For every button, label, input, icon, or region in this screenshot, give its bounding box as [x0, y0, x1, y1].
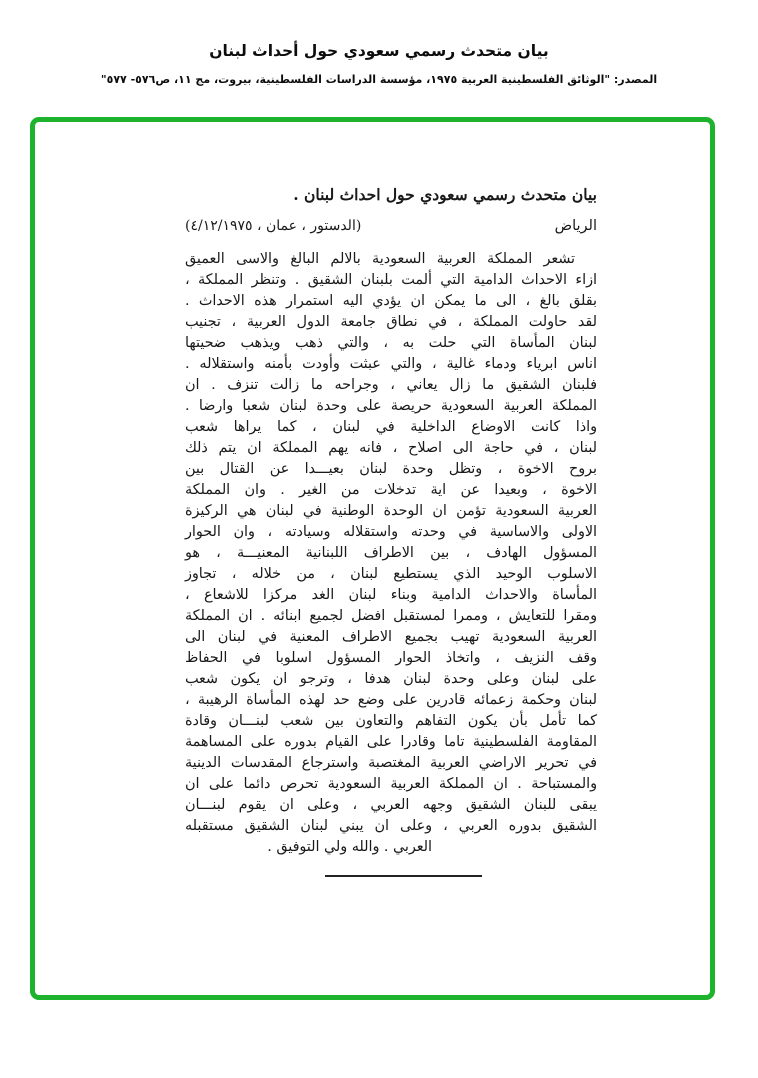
closing-rule — [325, 875, 482, 877]
body-line: ازاء الاحداث الدامية التي ألمت بلبنان الشقيق . وتنظر المملكة ، — [185, 272, 597, 288]
body-line: العربية السعودية تؤمن ان الوحدة الوطنية في لبنان هي الركيزة — [185, 503, 597, 519]
body-line: وقف النزيف ، واتخاذ الحوار المسؤول اسلوبا في الحفاظ — [185, 650, 597, 666]
body-line: الاولى والاساسية في وحدته واستقلاله وسيادته ، وان الحوار — [185, 524, 597, 540]
body-line-closing: العربي . والله ولي التوفيق . — [267, 839, 432, 855]
body-line: لبنان وحكمة زعمائه قادرين على وضع حد لهذه المأساة الرهيبة ، — [185, 692, 597, 708]
page-title: بيان متحدث رسمي سعودي حول أحداث لبنان — [209, 42, 549, 60]
body-line: الشقيق بدوره العربي ، وعلى ان يبني لبنان الشقيق مستقبله — [185, 818, 597, 834]
body-line: اناس ابرياء ودماء غالية ، والتي عبثت وأودت بأمنه واستقلاله . — [185, 356, 597, 372]
body-line: الاخوة ، وبعيدا عن اية تدخلات من الغير . وان المملكة — [185, 482, 597, 498]
document-body — [185, 249, 597, 858]
body-line: يبقى للبنان الشقيق وجهه العربي ، وعلى ان يقوم لبنـــان — [185, 797, 597, 813]
document-title: بيان متحدث رسمي سعودي حول احداث لبنان . — [293, 185, 597, 204]
source-citation: المصدر: "الوثائق الفلسطينية العربية ١٩٧٥، مؤسسة الدراسات الفلسطينية، بيروت، مج ١١، ص٥٧٦- ٥٧٧" — [100, 73, 658, 86]
body-line: واذا كانت الاوضاع الداخلية في لبنان ، كما يراها شعب — [185, 419, 597, 435]
body-line: المأساة والاحداث الدامية وبناء لبنان الغد مركزا للاشعاع ، — [185, 587, 597, 603]
body-line: في تحرير الاراضي العربية المغتصبة واسترجاع المقدسات الدينية — [185, 755, 597, 771]
body-line: كما تأمل بأن يكون التفاهم والتعاون بين شعب لبنـــان وقادة — [185, 713, 597, 729]
body-line: لقد حاولت المملكة ، في نطاق جامعة الدول العربية ، تجنيب — [185, 314, 597, 330]
scanned-document — [185, 184, 597, 877]
body-line: ومقرا للتعايش ، وممرا لمستقبل افضل لجميع ابنائه . ان المملكة — [185, 608, 597, 624]
body-line: الاسلوب الوحيد الذي يستطيع لبنان ، من خلاله ، تجاوز — [185, 566, 597, 582]
body-line: لبنان ، في حاجة الى اصلاح ، فانه يهم المملكة ان يتم ذلك — [185, 440, 597, 456]
body-line: بروح الاخوة ، وتظل وحدة لبنان بعيـــدا عن القتال بين — [185, 461, 597, 477]
body-line: تشعر المملكة العربية السعودية بالالم البالغ والاسى العميق — [185, 251, 575, 267]
body-line: والمستباحة . ان المملكة العربية السعودية تحرص دائما على ان — [185, 776, 597, 792]
document-frame — [30, 117, 715, 1000]
body-line: المملكة العربية السعودية حريصة على وحدة لبنان شعبا وارضا . — [185, 398, 597, 414]
body-line: لبنان المأساة التي حلت به ، والتي ذهب ويذهب ضحيتها — [185, 335, 597, 351]
dateline-publication: (الدستور ، عمان ، ٤/١٢/١٩٧٥) — [185, 218, 362, 234]
body-line: فلبنان الشقيق ما زال يعاني ، وجراحه ما زالت تنزف . ان — [185, 377, 597, 393]
dateline — [185, 215, 597, 237]
body-line: بقلق بالغ ، الى ما يمكن ان يؤدي اليه استمرار هذه الاحداث . — [185, 293, 597, 309]
body-line: العربية السعودية تهيب بجميع الاطراف المعنية في لبنان الى — [185, 629, 597, 645]
body-line: المسؤول الهادف ، بين الاطراف اللبنانية المعنيـــة ، هو — [185, 545, 597, 561]
body-line: المقاومة الفلسطينية تاما وقادرا على القيام بدوره على المساهمة — [185, 734, 597, 750]
dateline-city: الرياض — [554, 218, 597, 234]
body-line: على لبنان وعلى وحدة لبنان هدفا ، وترجو ان يكون شعب — [185, 671, 597, 687]
